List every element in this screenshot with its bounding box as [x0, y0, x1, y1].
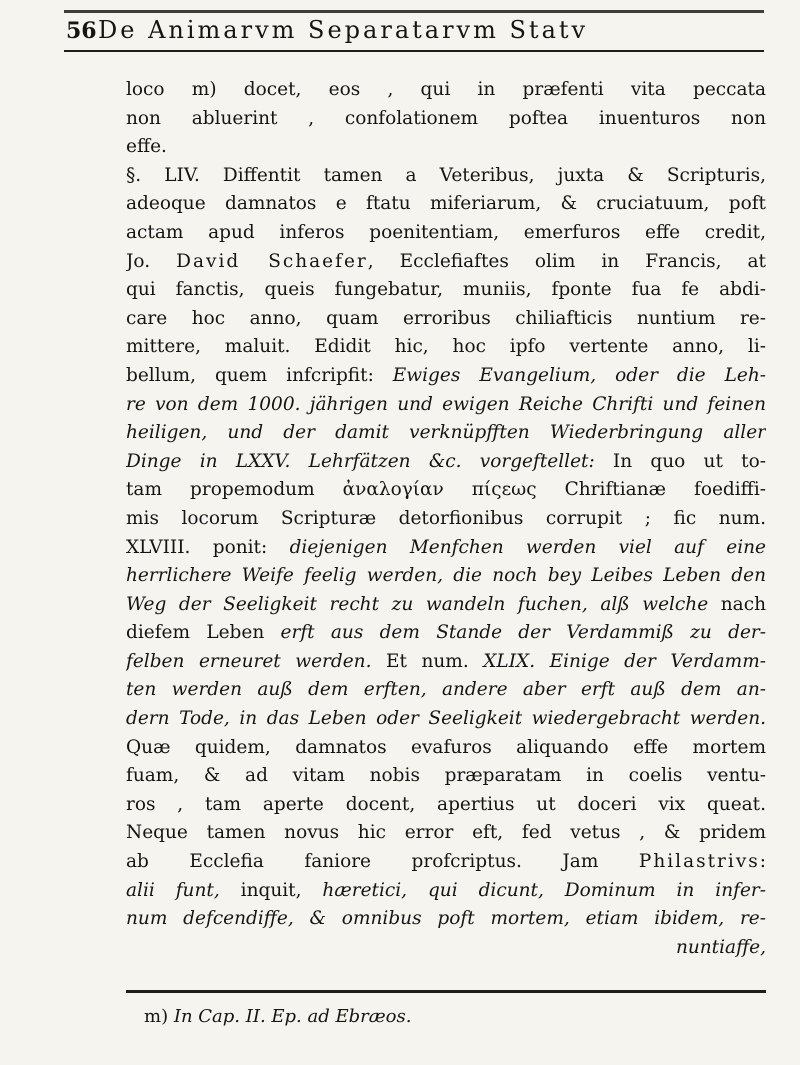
- text-line: [126, 162, 766, 191]
- text-line: [126, 105, 766, 134]
- text-run: re von dem 1000. jährigen und ewigen Reiche Chrifti und feinen: [126, 393, 766, 415]
- text-run: XLVIII. ponit:: [126, 536, 290, 558]
- text-run: fuam, & ad vitam nobis præparatam in coelis ventu-: [126, 765, 766, 787]
- text-run: num defcendiffe, & omnibus poft mortem, etiam ibidem, re-: [126, 908, 766, 930]
- text-line: [126, 676, 766, 705]
- text-run: felben erneuret werden.: [126, 650, 372, 672]
- text-run: diejenigen Menfchen werden viel auf eine: [289, 536, 766, 558]
- text-line: [126, 419, 766, 448]
- text-run: inquit,: [219, 879, 323, 901]
- text-line: [126, 219, 766, 248]
- text-run: dern Tode, in das Leben oder Seeligkeit wiedergebracht werden.: [126, 708, 766, 730]
- text-run: ten werden auß dem erften, andere aber erft auß dem an-: [126, 679, 766, 701]
- footnote-rule: [126, 990, 766, 993]
- text-line: [126, 133, 766, 162]
- text-run: ab Ecclefia faniore profcriptus. Jam: [126, 851, 639, 873]
- text-line: [126, 934, 766, 963]
- text-line: [126, 333, 766, 362]
- footnote: [144, 1006, 411, 1027]
- text-line: [126, 76, 766, 105]
- text-run: bellum, quem infcripfit:: [126, 364, 393, 386]
- page-header: [64, 10, 764, 50]
- body-text: [126, 76, 766, 962]
- text-run: nach: [708, 593, 766, 615]
- text-run: heiligen, und der damit verknüpfften Wiederbringung aller: [126, 422, 766, 444]
- text-line: [126, 248, 766, 277]
- text-line: [126, 762, 766, 791]
- text-line: [126, 448, 766, 477]
- text-line: [126, 705, 766, 734]
- text-run: diefem Leben: [126, 622, 281, 644]
- text-run: XLIX. Einige der Verdamm-: [483, 650, 766, 672]
- text-line: [126, 877, 766, 906]
- text-run: qui fanctis, queis fungebatur, muniis, fponte fua fe abdi-: [126, 279, 766, 301]
- text-run: :: [759, 851, 766, 873]
- footnote-text: In Cap. II. Ep. ad Ebræos.: [173, 1006, 412, 1027]
- text-run: mittere, maluit. Edidit hic, hoc ipfo vertente anno, li-: [126, 336, 766, 358]
- text-run: non abluerint , confolationem poftea inuenturos non: [126, 107, 766, 129]
- text-run: alii funt,: [126, 879, 220, 901]
- page-number: 56: [66, 18, 97, 44]
- text-run: hæretici, qui dicunt, Dominum in infer-: [322, 879, 766, 901]
- text-run: nuntiaffe,: [675, 936, 766, 958]
- text-line: [126, 276, 766, 305]
- text-run: tam propemodum ἀναλογίαν πίςεως Chriftianæ foediffi-: [126, 479, 766, 501]
- text-line: [126, 848, 766, 877]
- text-run: Quæ quidem, damnatos evafuros aliquando effe mortem: [126, 736, 766, 758]
- text-run: adeoque damnatos e ftatu miferiarum, & cruciatuum, poft: [126, 193, 766, 215]
- text-run: Weg der Seeligkeit recht zu wandeln fuchen, alß welche: [126, 593, 709, 615]
- text-line: [126, 505, 766, 534]
- text-line: [126, 819, 766, 848]
- header-bottom-rule: [64, 50, 764, 52]
- text-line: [126, 734, 766, 763]
- text-line: [126, 534, 766, 563]
- text-run: Et num.: [371, 650, 484, 672]
- text-run: erft aus dem Stande der Verdammiß zu der-: [280, 622, 766, 644]
- text-run: ros , tam aperte docent, apertius ut doceri vix queat.: [126, 793, 766, 815]
- text-run: David Schaefer: [176, 250, 368, 272]
- text-line: [126, 791, 766, 820]
- text-run: care hoc anno, quam erroribus chiliafticis nuntium re-: [126, 307, 766, 329]
- text-line: [126, 362, 766, 391]
- text-line: [126, 619, 766, 648]
- text-run: actam apud inferos poenitentiam, emerfuros effe credit,: [126, 221, 766, 243]
- text-run: Ewiges Evangelium, oder die Leh-: [392, 364, 766, 386]
- text-run: Dinge in LXXV. Lehrfätzen &c. vorgeftellet:: [126, 450, 595, 472]
- text-run: , Ecclefiaftes olim in Francis, at: [367, 250, 766, 272]
- text-line: [126, 905, 766, 934]
- text-run: herrlichere Weife feelig werden, die noch bey Leibes Leben den: [126, 565, 766, 587]
- footnote-marker: m): [144, 1006, 169, 1027]
- text-line: [126, 305, 766, 334]
- text-run: effe.: [126, 136, 167, 158]
- text-line: [126, 190, 766, 219]
- text-run: loco m) docet, eos , qui in præfenti vita peccata: [126, 79, 766, 100]
- text-run: Jo.: [126, 250, 177, 272]
- text-line: [126, 591, 766, 620]
- text-line: [126, 476, 766, 505]
- running-title: De Animarvm Separatarvm Statv: [98, 16, 589, 44]
- text-run: §. LIV. Diffentit tamen a Veteribus, juxta & Scripturis,: [126, 164, 766, 186]
- text-run: Neque tamen novus hic error eft, fed vetus , & pridem: [126, 822, 766, 844]
- header-top-rule: [64, 10, 764, 13]
- text-run: In quo ut to-: [594, 450, 766, 472]
- text-line: [126, 391, 766, 420]
- text-run: Philastrivs: [638, 851, 760, 873]
- text-line: [126, 562, 766, 591]
- text-line: [126, 648, 766, 677]
- text-run: mis locorum Scripturæ detorfionibus corrupit ; fic num.: [126, 507, 766, 529]
